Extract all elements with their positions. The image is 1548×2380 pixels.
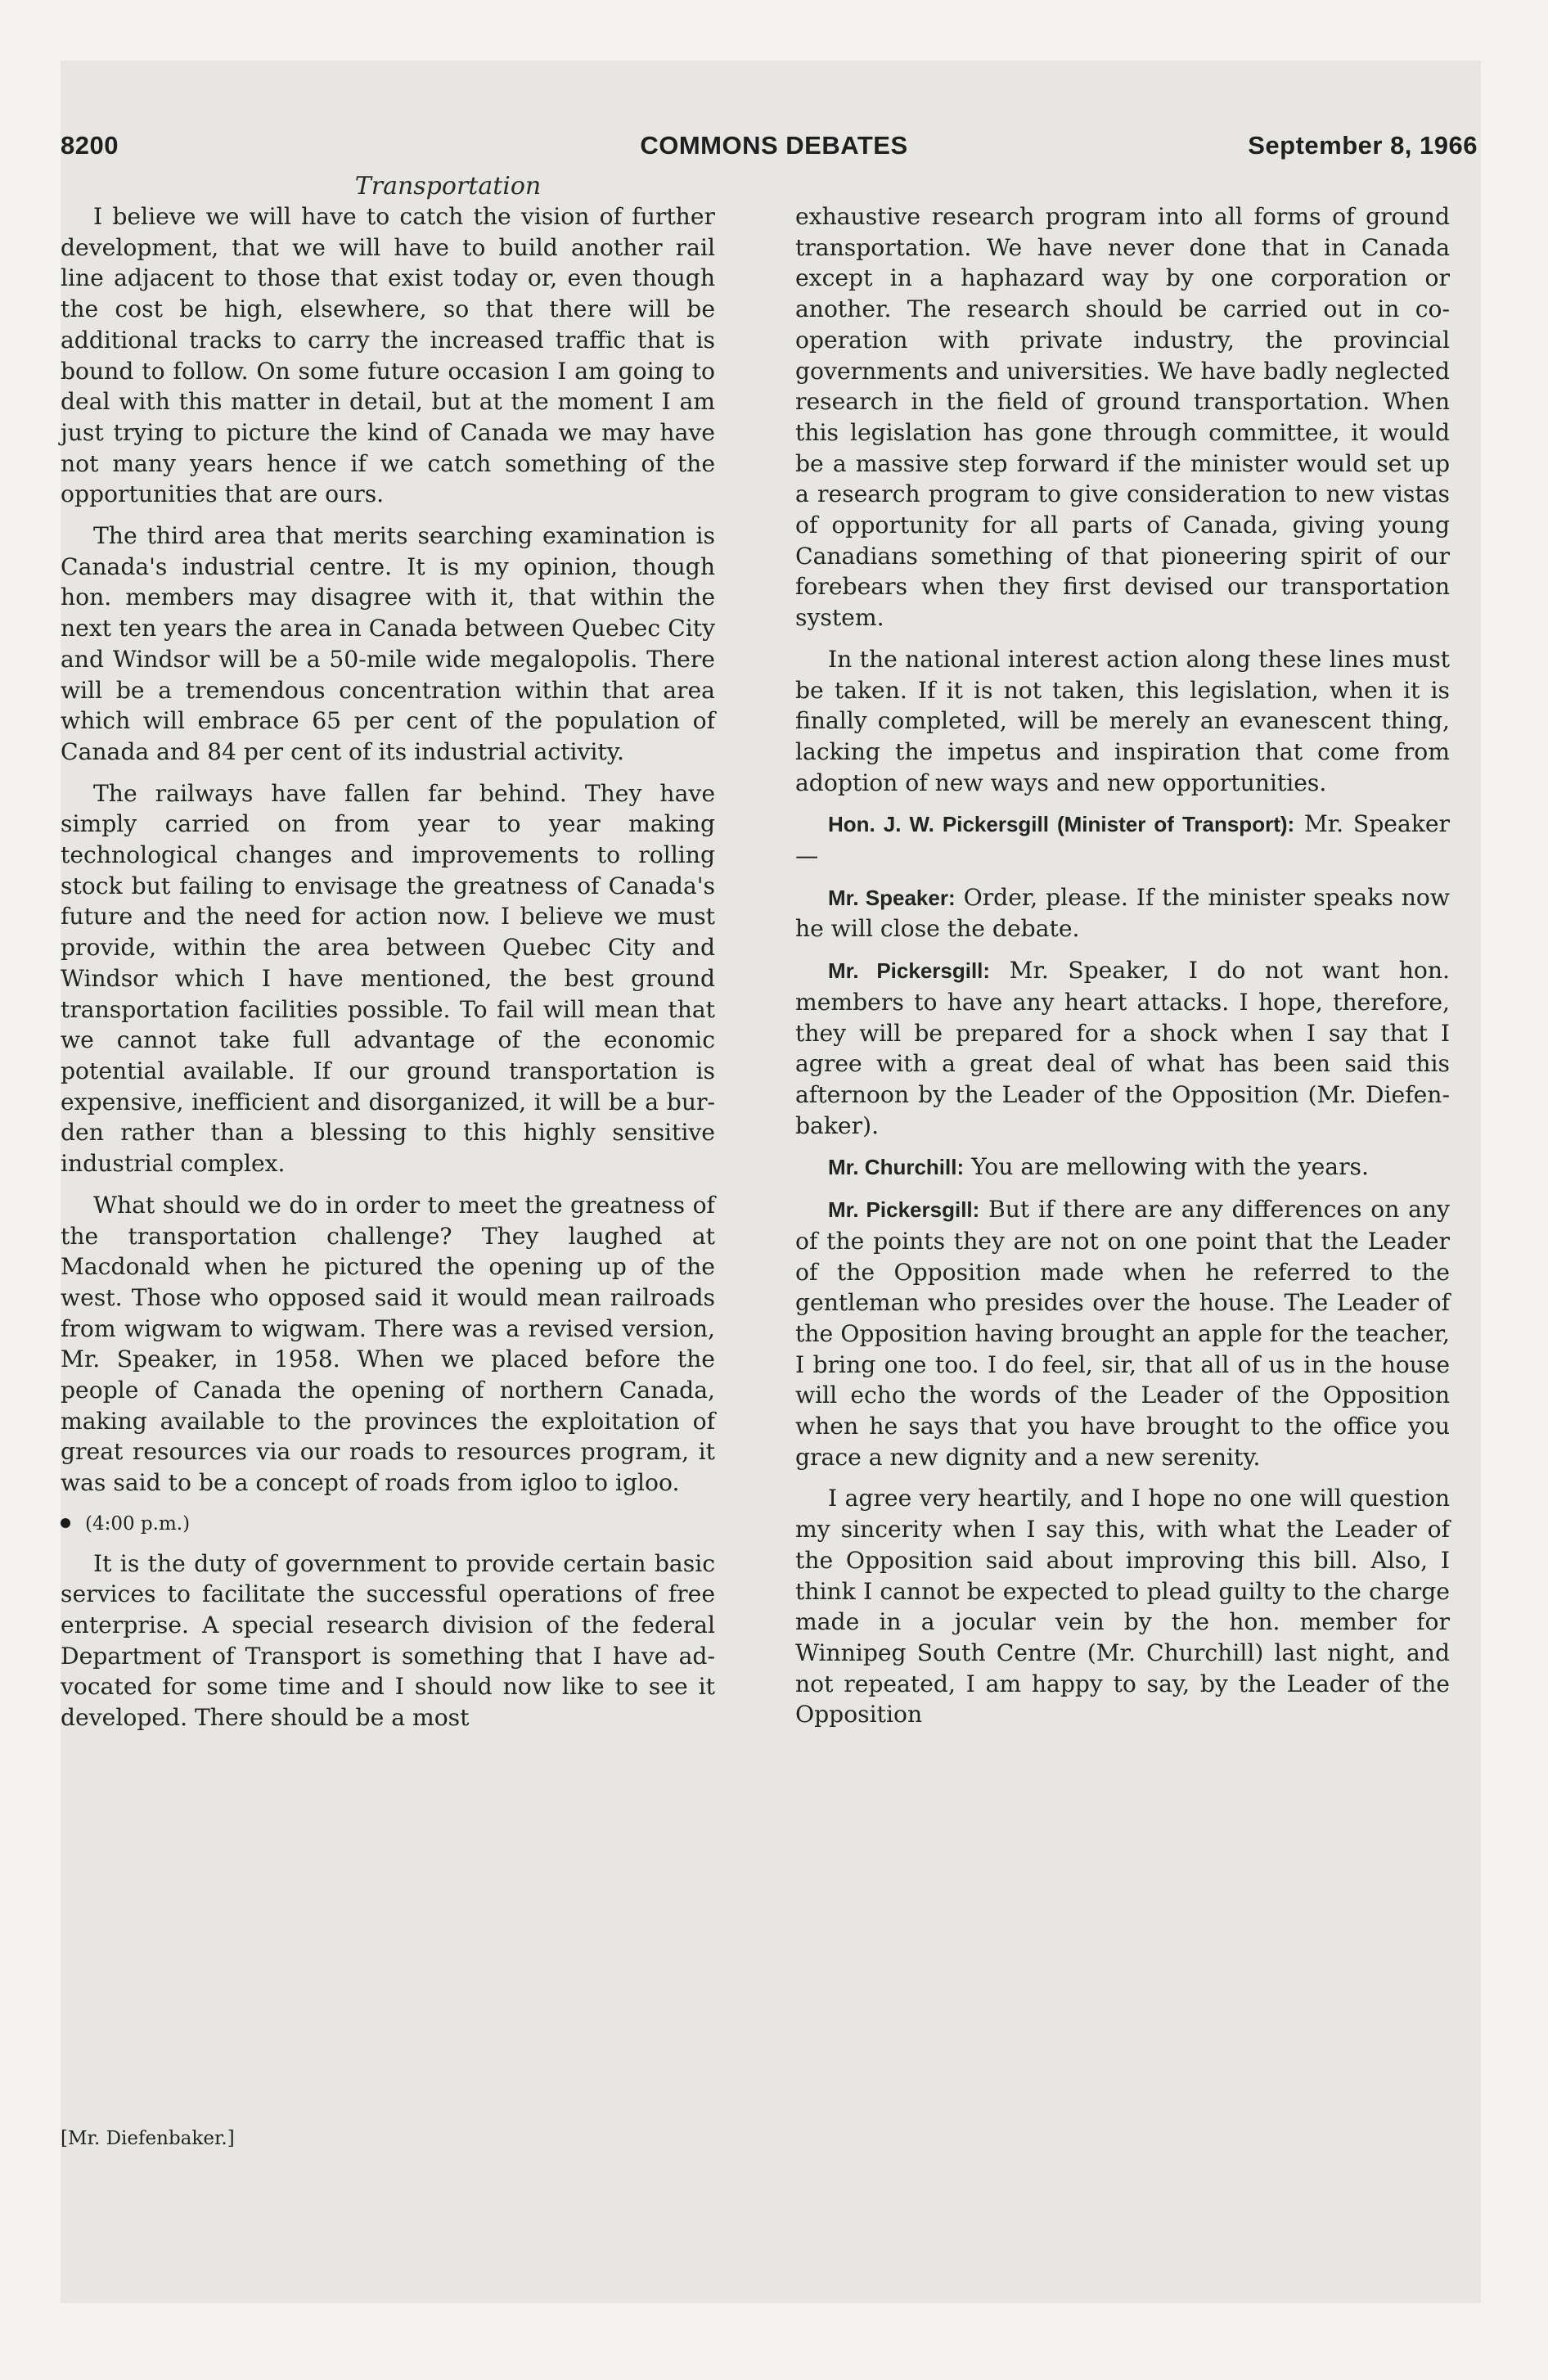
speaker-name: Mr. Speaker: xyxy=(828,885,956,910)
speaker-name: Mr. Pickersgill: xyxy=(828,1197,980,1223)
paragraph: What should we do in order to meet the greatness of the transportation challenge? They laughed at Macdonald when he pictured the opening up of the west. Those who opposed said it would mean railroads from wigwam to wigwam. There was a revised version, Mr. Speaker, in 1958. When we placed before the people of Canada the opening of northern Canada, making available to the provinces the exploitation of great resources via our roads to resources program, it was said to be a concept of roads from igloo to igloo. xyxy=(61,1191,715,1497)
paragraph: The railways have fallen far behind. They have simply carried on from year to year making technological changes and improvements to rolling stock but failing to envisage the greatness of Canada's future and the need for action now. I believe we must provide, within the area between Quebec City and Windsor which I have mentioned, the best ground transportation facilities possible. To fail will mean that we cannot take full advantage of the economic potential available. If our ground transportation is expensive, inefficient and disorganized, it will be a burden rather than a blessing to this highly sensitive industrial complex. xyxy=(61,779,715,1178)
publication-title: COMMONS DEBATES xyxy=(640,131,908,160)
paragraph: I agree very heartily, and I hope no one will question my sincerity when I say this, with what the Leader of the Opposition said about improving this bill. Also, I think I cannot be expected to plead guilty to the charge made in a jocular vein by the hon. member for Winnipeg South Centre (Mr. Churchill) last night, and not repeated, I am happy to say, by the Leader of the Opposition xyxy=(795,1485,1450,1729)
speech-text: Mr. Speaker— xyxy=(795,810,1450,870)
speech-text: You are mellowing with the years. xyxy=(964,1153,1369,1181)
section-title: Transportation xyxy=(354,172,542,201)
speech-text: Mr. Speaker, I do not want hon. members to have any heart attacks. I hope, therefore, they will be prepared for a shock when I say that I agree with a great deal of what has been said this afternoon by the Leader of the Opposition (Mr. Diefenbaker). xyxy=(795,957,1451,1139)
speech xyxy=(795,1194,1450,1472)
page-number: 8200 xyxy=(61,131,119,160)
speaker-name: Hon. J. W. Pickersgill (Minister of Transport): xyxy=(828,812,1295,837)
speech-text: Order, please. If the minister speaks now he will close the debate. xyxy=(795,883,1450,943)
timestamp-line xyxy=(61,1509,715,1540)
speech-text: But if there are any differences on any of the points they are not on one point that the Leader of the Opposition made when he referred to the gentleman who presides over the house. The Leader of the Opposition having brought an apple for the teacher, I bring one too. I do feel, sir, that all of us in the house will echo the words of the Leader of the Opposition when he says that you have brought to the office you grace a new dignity and a new serenity. xyxy=(795,1196,1450,1471)
paragraph: exhaustive research program into all forms of ground transportation. We have never done that in Canada except in a haphazard way by one corporation or another. The research should be carried out in co-operation with private industry, the provincial governments and universities. We have badly neglected research in the field of ground transportation. When this legislation has gone through committee, it would be a massive step forward if the minister would set up a research program to give consideration to new vistas of opportunity for all parts of Canada, giving young Canadians something of that pioneering spirit of our forebears when they first devised our transportation system. xyxy=(795,203,1450,632)
speaker-name: Mr. Pickersgill: xyxy=(828,958,991,984)
publication-date: September 8, 1966 xyxy=(1248,131,1478,160)
paragraph: The third area that merits searching examination is Canada's industrial centre. It is my opinion, though hon. members may disagree with it, that within the next ten years the area in Canada between Quebec City and Windsor will be a 50-mile wide megalopolis. There will be a tremendous concentration within that area which will embrace 65 per cent of the population of Canada and 84 per cent of its industrial activity. xyxy=(61,522,715,765)
running-header xyxy=(0,131,1548,172)
bullet-icon xyxy=(61,1518,70,1528)
paragraph: It is the duty of government to provide certain basic services to facilitate the successful operations of free enterprise. A special research division of the federal Department of Transport is something that I have advocated for some time and I should now like to see it developed. There should be a most xyxy=(61,1549,715,1732)
paragraph: I believe we will have to catch the vision of further development, that we will have to build another rail line adjacent to those that exist today or, even though the cost be high, elsewhere, so that there will be additional tracks to carry the increased traffic that is bound to follow. On some future occasion I am going to deal with this matter in detail, but at the moment I am just trying to picture the kind of Canada we may have not many years hence if we catch something of the opportunities that are ours. xyxy=(61,203,715,508)
speaker-attribution: [Mr. Diefenbaker.] xyxy=(61,2128,235,2149)
speech xyxy=(795,809,1450,871)
timestamp: (4:00 p.m.) xyxy=(85,1512,191,1535)
speech xyxy=(795,882,1450,944)
right-column xyxy=(795,201,1450,1741)
paragraph: In the national interest action along these lines must be taken. If it is not taken, this legislation, when it is finally completed, will be merely an evanescent thing, lacking the impetus and inspiration that come from adoption of new ways and new opportunities. xyxy=(795,645,1450,796)
speech xyxy=(795,1152,1450,1183)
speaker-name: Mr. Churchill: xyxy=(828,1155,965,1180)
speech xyxy=(795,955,1450,1141)
left-column xyxy=(61,201,715,1744)
